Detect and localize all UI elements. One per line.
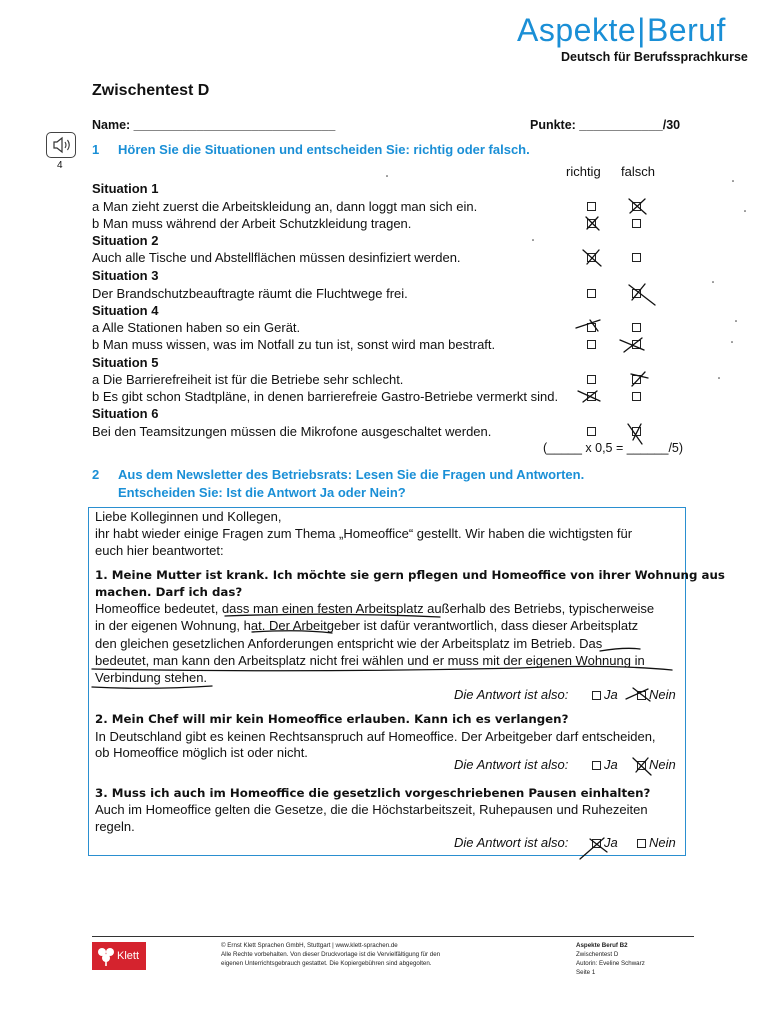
klett-clover-icon <box>95 945 117 967</box>
footer-rule <box>92 936 694 937</box>
intro-line-1: Liebe Kolleginnen und Kollegen, <box>95 509 282 524</box>
answer-1-line-2: in der eigenen Wohnung, hat. Der Arbeitgeber ist dafür verantwortlich, dass dieser Arbeitsplatz <box>95 618 639 633</box>
statement-1a: a Man zieht zuerst die Arbeitskleidung an, dann loggt man sich ein. <box>92 199 478 214</box>
checkbox-2-falsch[interactable] <box>632 253 641 262</box>
checkbox-1a-falsch[interactable] <box>632 202 641 211</box>
klett-logo <box>92 942 146 970</box>
footer-copyright-2: Alle Rechte vorbehalten. Von dieser Druckvorlage ist die Vervielfältigung für den <box>221 951 441 958</box>
task2-instruction-1: Aus dem Newsletter des Betriebsrats: Lesen Sie die Fragen und Antworten. <box>118 467 585 482</box>
checkbox-4a-falsch[interactable] <box>632 323 641 332</box>
footer-info-page: Seite 1 <box>576 969 596 976</box>
points-field: Punkte: ____________/30 <box>530 118 681 132</box>
checkbox-5b-falsch[interactable] <box>632 392 641 401</box>
situation-5-title: Situation 5 <box>92 355 159 370</box>
task1-number: 1 <box>92 142 100 157</box>
q1-nein-label: Nein <box>649 687 676 702</box>
statement-6: Bei den Teamsitzungen müssen die Mikrofone ausgeschaltet werden. <box>92 424 492 439</box>
situation-1-title: Situation 1 <box>92 181 159 196</box>
checkbox-5a-falsch[interactable] <box>632 375 641 384</box>
q3-ja-label: Ja <box>604 835 618 850</box>
checkbox-q2-ja[interactable] <box>592 761 601 770</box>
situation-6-title: Situation 6 <box>92 406 159 421</box>
checkbox-6-richtig[interactable] <box>587 427 596 436</box>
statement-5a: a Die Barrierefreiheit ist für die Betriebe sehr schlecht. <box>92 372 404 387</box>
checkbox-4a-richtig[interactable] <box>587 323 596 332</box>
task2-number: 2 <box>92 467 100 482</box>
answer-1-line-4: bedeutet, man kann den Arbeitsplatz nicht frei wählen und er muss mit der eigenen Wohnung in <box>95 653 645 668</box>
answer-2-label: Die Antwort ist also: <box>454 757 569 772</box>
speaker-icon[interactable] <box>46 132 76 158</box>
situation-2-title: Situation 2 <box>92 233 159 248</box>
checkbox-q3-ja[interactable] <box>592 839 601 848</box>
q1-ja-label: Ja <box>604 687 618 702</box>
q3-nein-label: Nein <box>649 835 676 850</box>
answer-3-line-2: regeln. <box>95 819 135 834</box>
checkbox-q1-ja[interactable] <box>592 691 601 700</box>
brand-left: Aspekte <box>517 12 637 48</box>
checkbox-4b-richtig[interactable] <box>587 340 596 349</box>
col-richtig: richtig <box>566 164 601 179</box>
brand-right: Beruf <box>646 12 726 48</box>
question-1-line-1: 1. Meine Mutter ist krank. Ich möchte sie gern pflegen und Homeoffice von ihrer Wohnung aus <box>95 568 725 582</box>
question-3-line-1: 3. Muss ich auch im Homeoffice die gesetzlich vorgeschriebenen Pausen einhalten? <box>95 786 651 800</box>
task2-instruction-2: Entscheiden Sie: Ist die Antwort Ja oder Nein? <box>118 485 406 500</box>
audio-track-number: 4 <box>57 160 63 171</box>
answer-1-line-5: Verbindung stehen. <box>95 670 208 685</box>
brand-separator: | <box>637 12 646 48</box>
situation-4-title: Situation 4 <box>92 303 159 318</box>
answer-1-label: Die Antwort ist also: <box>454 687 569 702</box>
col-falsch: falsch <box>621 164 655 179</box>
speaker-icon-glyph <box>47 133 75 157</box>
checkbox-1b-falsch[interactable] <box>632 219 641 228</box>
checkbox-1b-richtig[interactable] <box>587 219 596 228</box>
q2-nein-label: Nein <box>649 757 676 772</box>
checkbox-3-richtig[interactable] <box>587 289 596 298</box>
checkbox-5a-richtig[interactable] <box>587 375 596 384</box>
answer-2-line-2: ob Homeoffice möglich ist oder nicht. <box>95 745 308 760</box>
intro-line-2: ihr habt wieder einige Fragen zum Thema „Homeoffice“ gestellt. Wir haben die wichtigsten für <box>95 526 633 541</box>
statement-1b: b Man muss während der Arbeit Schutzkleidung tragen. <box>92 216 412 231</box>
checkbox-q3-nein[interactable] <box>637 839 646 848</box>
question-2-line-1: 2. Mein Chef will mir kein Homeoffice erlauben. Kann ich es verlangen? <box>95 712 569 726</box>
checkbox-3-falsch[interactable] <box>632 289 641 298</box>
answer-3-label: Die Antwort ist also: <box>454 835 569 850</box>
checkbox-1a-richtig[interactable] <box>587 202 596 211</box>
answer-3-line-1: Auch im Homeoffice gelten die Gesetze, die die Höchstarbeitszeit, Ruhepausen und Ruhezeiten <box>95 802 648 817</box>
situation-3-title: Situation 3 <box>92 268 159 283</box>
checkbox-2-richtig[interactable] <box>587 253 596 262</box>
footer-info-author: Autorin: Eveline Schwarz <box>576 960 645 967</box>
question-1-line-2: machen. Darf ich das? <box>95 585 243 599</box>
task1-score: (_____ x 0,5 = ______/5) <box>543 441 684 455</box>
checkbox-q1-nein[interactable] <box>637 691 646 700</box>
klett-logo-text: Klett <box>117 950 140 962</box>
statement-2: Auch alle Tische und Abstellflächen müssen desinfiziert werden. <box>92 250 461 265</box>
checkbox-4b-falsch[interactable] <box>632 340 641 349</box>
brand-subtitle: Deutsch für Berufssprachkurse <box>561 50 748 64</box>
name-field: Name: _____________________________ <box>92 118 336 132</box>
q2-ja-label: Ja <box>604 757 618 772</box>
footer-copyright-3: eigenen Unterrichtsgebrauch gestattet. Die Kopiergebühren sind abgegolten. <box>221 960 432 967</box>
checkbox-q2-nein[interactable] <box>637 761 646 770</box>
statement-5b: b Es gibt schon Stadtpläne, in denen barrierefreie Gastro-Betriebe vermerkt sind. <box>92 389 559 404</box>
answer-2-line-1: In Deutschland gibt es keinen Rechtsanspruch auf Homeoffice. Der Arbeitgeber darf entscheiden, <box>95 729 656 744</box>
footer-info-test: Zwischentest D <box>576 951 619 958</box>
footer-info-book: Aspekte Beruf B2 <box>576 942 628 949</box>
task1-instruction: Hören Sie die Situationen und entscheiden Sie: richtig oder falsch. <box>118 142 530 157</box>
answer-1-line-3: den gleichen gesetzlichen Anforderungen entspricht wie der Arbeitsplatz im Betrieb. Das <box>95 636 603 651</box>
statement-4b: b Man muss wissen, was im Notfall zu tun ist, sonst wird man bestraft. <box>92 337 496 352</box>
checkbox-5b-richtig[interactable] <box>587 392 596 401</box>
brand-logo <box>517 12 726 48</box>
intro-line-3: euch hier beantwortet: <box>95 543 224 558</box>
answer-1-line-1: Homeoffice bedeutet, dass man einen festen Arbeitsplatz außerhalb des Betriebs, typischerweise <box>95 601 655 616</box>
footer-copyright-1: © Ernst Klett Sprachen GmbH, Stuttgart | www.klett-sprachen.de <box>221 942 398 949</box>
statement-4a: a Alle Stationen haben so ein Gerät. <box>92 320 301 335</box>
statement-3: Der Brandschutzbeauftragte räumt die Fluchtwege frei. <box>92 286 408 301</box>
checkbox-6-falsch[interactable] <box>632 427 641 436</box>
page-title: Zwischentest D <box>92 82 210 99</box>
